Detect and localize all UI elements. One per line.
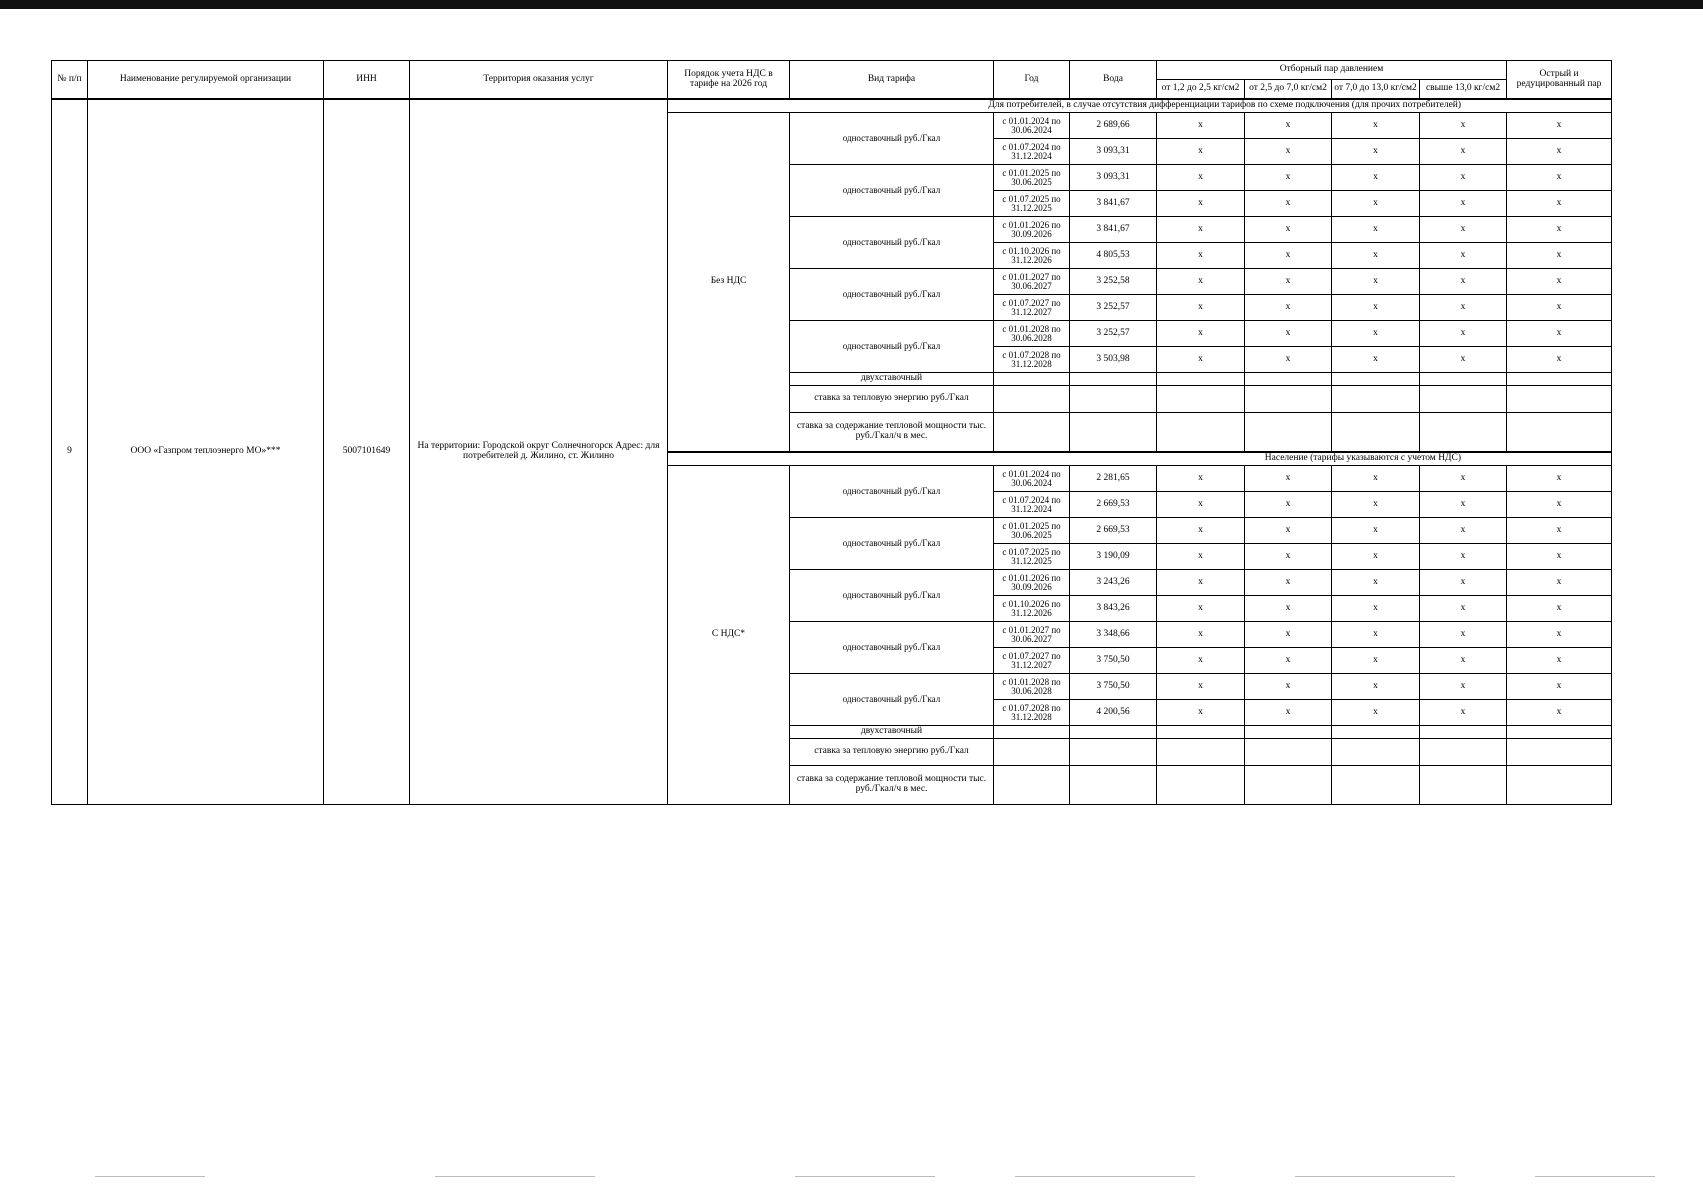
steam-value: x (1420, 648, 1507, 674)
period: с 01.10.2026 по 31.12.2026 (994, 243, 1070, 269)
empty-cell (1420, 739, 1507, 766)
empty-cell (1157, 726, 1245, 739)
period: с 01.07.2027 по 31.12.2027 (994, 295, 1070, 321)
empty-cell (1157, 386, 1245, 413)
steam-value: x (1507, 700, 1612, 726)
period: с 01.01.2025 по 30.06.2025 (994, 518, 1070, 544)
empty-cell (1332, 739, 1420, 766)
period: с 01.01.2024 по 30.06.2024 (994, 113, 1070, 139)
steam-value: x (1157, 269, 1245, 295)
empty-cell (1420, 726, 1507, 739)
empty-cell (1157, 766, 1245, 805)
empty-cell (994, 739, 1070, 766)
water-value: 3 841,67 (1070, 191, 1157, 217)
steam-value: x (1245, 492, 1332, 518)
empty-cell (1070, 766, 1157, 805)
steam-value: x (1332, 492, 1420, 518)
steam-value: x (1507, 544, 1612, 570)
steam-value: x (1332, 191, 1420, 217)
steam-value: x (1332, 139, 1420, 165)
steam-value: x (1157, 518, 1245, 544)
steam-value: x (1245, 544, 1332, 570)
steam-value: x (1157, 622, 1245, 648)
steam-value: x (1420, 544, 1507, 570)
header-tariff-type: Вид тарифа (790, 61, 994, 100)
period: с 01.01.2028 по 30.06.2028 (994, 321, 1070, 347)
tariff-kind: одноставочный руб./Гкал (790, 518, 994, 570)
empty-cell (1507, 726, 1612, 739)
row-number: 9 (52, 99, 88, 805)
water-value: 3 252,57 (1070, 321, 1157, 347)
steam-value: x (1157, 648, 1245, 674)
steam-value: x (1245, 165, 1332, 191)
header-num: № п/п (52, 61, 88, 100)
steam-value: x (1332, 347, 1420, 373)
two-part-label: двухставочный (790, 373, 994, 386)
empty-cell (1507, 739, 1612, 766)
section-title: Для потребителей, в случае отсутствия дифференциации тарифов по схеме подключения (для прочих потребителей) (668, 99, 1612, 113)
steam-value: x (1332, 217, 1420, 243)
steam-value: x (1157, 243, 1245, 269)
tariff-kind: одноставочный руб./Гкал (790, 622, 994, 674)
period: с 01.07.2025 по 31.12.2025 (994, 544, 1070, 570)
steam-value: x (1420, 217, 1507, 243)
period: с 01.10.2026 по 31.12.2026 (994, 596, 1070, 622)
empty-cell (994, 726, 1070, 739)
steam-value: x (1420, 674, 1507, 700)
empty-cell (1507, 386, 1612, 413)
steam-value: x (1157, 347, 1245, 373)
water-value: 3 093,31 (1070, 139, 1157, 165)
steam-value: x (1332, 648, 1420, 674)
period: с 01.07.2024 по 31.12.2024 (994, 139, 1070, 165)
steam-value: x (1332, 466, 1420, 492)
water-value: 3 252,57 (1070, 295, 1157, 321)
steam-value: x (1507, 165, 1612, 191)
water-value: 3 243,26 (1070, 570, 1157, 596)
steam-value: x (1157, 321, 1245, 347)
tariff-kind: одноставочный руб./Гкал (790, 321, 994, 373)
empty-cell (1420, 373, 1507, 386)
water-value: 4 805,53 (1070, 243, 1157, 269)
header-water: Вода (1070, 61, 1157, 100)
period: с 01.01.2028 по 30.06.2028 (994, 674, 1070, 700)
power-rate-label: ставка за содержание тепловой мощности тыс. руб./Гкал/ч в мес. (790, 766, 994, 805)
steam-value: x (1157, 570, 1245, 596)
water-value: 3 841,67 (1070, 217, 1157, 243)
table-body (52, 99, 1612, 805)
period: с 01.01.2026 по 30.09.2026 (994, 217, 1070, 243)
steam-value: x (1332, 518, 1420, 544)
header-row (52, 61, 1612, 80)
steam-value: x (1332, 622, 1420, 648)
header-org-name: Наименование регулируемой организации (88, 61, 324, 100)
empty-cell (1157, 739, 1245, 766)
steam-value: x (1157, 596, 1245, 622)
steam-value: x (1507, 596, 1612, 622)
water-value: 3 093,31 (1070, 165, 1157, 191)
steam-value: x (1420, 295, 1507, 321)
steam-value: x (1420, 700, 1507, 726)
steam-value: x (1507, 269, 1612, 295)
header-inn: ИНН (324, 61, 410, 100)
steam-value: x (1245, 518, 1332, 544)
period: с 01.07.2024 по 31.12.2024 (994, 492, 1070, 518)
water-value: 2 669,53 (1070, 518, 1157, 544)
water-value: 2 689,66 (1070, 113, 1157, 139)
header-steam-1: от 1,2 до 2,5 кг/см2 (1157, 80, 1245, 100)
water-value: 3 348,66 (1070, 622, 1157, 648)
steam-value: x (1420, 570, 1507, 596)
section-header-row (52, 99, 1612, 113)
tariff-kind: одноставочный руб./Гкал (790, 113, 994, 165)
steam-value: x (1245, 347, 1332, 373)
period: с 01.01.2024 по 30.06.2024 (994, 466, 1070, 492)
steam-value: x (1420, 492, 1507, 518)
steam-value: x (1507, 648, 1612, 674)
empty-cell (994, 373, 1070, 386)
empty-cell (1245, 739, 1332, 766)
steam-value: x (1507, 570, 1612, 596)
steam-value: x (1332, 269, 1420, 295)
steam-value: x (1332, 321, 1420, 347)
steam-value: x (1157, 191, 1245, 217)
steam-value: x (1507, 217, 1612, 243)
steam-value: x (1507, 518, 1612, 544)
steam-value: x (1245, 466, 1332, 492)
steam-value: x (1420, 622, 1507, 648)
empty-cell (1245, 413, 1332, 453)
water-value: 3 750,50 (1070, 674, 1157, 700)
period: с 01.01.2027 по 30.06.2027 (994, 622, 1070, 648)
empty-cell (1332, 766, 1420, 805)
header-steam-group: Отборный пар давлением (1157, 61, 1507, 80)
period: с 01.01.2026 по 30.09.2026 (994, 570, 1070, 596)
empty-cell (994, 766, 1070, 805)
steam-value: x (1332, 295, 1420, 321)
steam-value: x (1245, 596, 1332, 622)
steam-value: x (1420, 243, 1507, 269)
steam-value: x (1245, 295, 1332, 321)
steam-value: x (1245, 570, 1332, 596)
tariff-kind: одноставочный руб./Гкал (790, 165, 994, 217)
steam-value: x (1157, 295, 1245, 321)
header-steam-2: от 2,5 до 7,0 кг/см2 (1245, 80, 1332, 100)
steam-value: x (1332, 596, 1420, 622)
empty-cell (1507, 413, 1612, 453)
steam-value: x (1245, 243, 1332, 269)
empty-cell (1245, 726, 1332, 739)
steam-value: x (1157, 492, 1245, 518)
empty-cell (1245, 373, 1332, 386)
period: с 01.07.2028 по 31.12.2028 (994, 700, 1070, 726)
tariff-kind: одноставочный руб./Гкал (790, 570, 994, 622)
empty-cell (1245, 766, 1332, 805)
steam-value: x (1507, 295, 1612, 321)
steam-value: x (1245, 648, 1332, 674)
steam-value: x (1245, 700, 1332, 726)
steam-value: x (1420, 518, 1507, 544)
steam-value: x (1332, 544, 1420, 570)
steam-value: x (1157, 674, 1245, 700)
period: с 01.01.2027 по 30.06.2027 (994, 269, 1070, 295)
water-value: 3 843,26 (1070, 596, 1157, 622)
vat-order-value: С НДС* (668, 466, 790, 805)
period: с 01.07.2028 по 31.12.2028 (994, 347, 1070, 373)
steam-value: x (1420, 347, 1507, 373)
water-value: 3 252,58 (1070, 269, 1157, 295)
steam-value: x (1245, 191, 1332, 217)
steam-value: x (1245, 674, 1332, 700)
energy-rate-label: ставка за тепловую энергию руб./Гкал (790, 386, 994, 413)
steam-value: x (1332, 243, 1420, 269)
steam-value: x (1157, 700, 1245, 726)
steam-value: x (1332, 165, 1420, 191)
empty-cell (994, 413, 1070, 453)
empty-cell (1157, 413, 1245, 453)
water-value: 2 281,65 (1070, 466, 1157, 492)
steam-value: x (1507, 674, 1612, 700)
tariff-kind: одноставочный руб./Гкал (790, 466, 994, 518)
header-year: Год (994, 61, 1070, 100)
empty-cell (1070, 386, 1157, 413)
section-title: Население (тарифы указываются с учетом НДС) (668, 452, 1612, 466)
org-name: ООО «Газпром теплоэнерго МО»*** (88, 99, 324, 805)
inn-value: 5007101649 (324, 99, 410, 805)
steam-value: x (1507, 139, 1612, 165)
header-steam-3: от 7,0 до 13,0 кг/см2 (1332, 80, 1420, 100)
steam-value: x (1157, 466, 1245, 492)
water-value: 3 750,50 (1070, 648, 1157, 674)
empty-cell (1507, 373, 1612, 386)
empty-cell (1507, 766, 1612, 805)
steam-value: x (1420, 321, 1507, 347)
empty-cell (1070, 739, 1157, 766)
steam-value: x (1420, 113, 1507, 139)
steam-value: x (1420, 596, 1507, 622)
steam-value: x (1245, 139, 1332, 165)
period: с 01.07.2025 по 31.12.2025 (994, 191, 1070, 217)
header-vat-order: Порядок учета НДС в тарифе на 2026 год (668, 61, 790, 100)
tariff-kind: одноставочный руб./Гкал (790, 217, 994, 269)
power-rate-label: ставка за содержание тепловой мощности тыс. руб./Гкал/ч в мес. (790, 413, 994, 453)
header-territory: Территория оказания услуг (410, 61, 668, 100)
empty-cell (1332, 373, 1420, 386)
energy-rate-label: ставка за тепловую энергию руб./Гкал (790, 739, 994, 766)
steam-value: x (1157, 139, 1245, 165)
empty-cell (1332, 386, 1420, 413)
steam-value: x (1507, 347, 1612, 373)
tariff-kind: одноставочный руб./Гкал (790, 269, 994, 321)
steam-value: x (1507, 191, 1612, 217)
water-value: 3 503,98 (1070, 347, 1157, 373)
steam-value: x (1245, 269, 1332, 295)
scan-top-edge (0, 0, 1703, 9)
empty-cell (1070, 373, 1157, 386)
empty-cell (1420, 766, 1507, 805)
vat-order-value: Без НДС (668, 113, 790, 453)
steam-value: x (1420, 139, 1507, 165)
steam-value: x (1507, 466, 1612, 492)
tariff-table (51, 60, 1612, 805)
empty-cell (1332, 726, 1420, 739)
steam-value: x (1245, 217, 1332, 243)
empty-cell (1332, 413, 1420, 453)
water-value: 2 669,53 (1070, 492, 1157, 518)
steam-value: x (1420, 466, 1507, 492)
steam-value: x (1507, 622, 1612, 648)
empty-cell (1420, 386, 1507, 413)
steam-value: x (1157, 544, 1245, 570)
steam-value: x (1245, 321, 1332, 347)
territory-text: На территории: Городской округ Солнечногорск Адрес: для потребителей д. Жилино, ст. Жилино (410, 99, 668, 805)
steam-value: x (1245, 113, 1332, 139)
header-steam-4: свыше 13,0 кг/см2 (1420, 80, 1507, 100)
steam-value: x (1507, 321, 1612, 347)
steam-value: x (1420, 165, 1507, 191)
steam-value: x (1332, 113, 1420, 139)
steam-value: x (1507, 113, 1612, 139)
header-sharp-steam: Острый и редуцированный пар (1507, 61, 1612, 100)
steam-value: x (1507, 243, 1612, 269)
empty-cell (994, 386, 1070, 413)
empty-cell (1070, 726, 1157, 739)
empty-cell (1157, 373, 1245, 386)
period: с 01.01.2025 по 30.06.2025 (994, 165, 1070, 191)
scan-bottom-marks (95, 1176, 1655, 1182)
tariff-kind: одноставочный руб./Гкал (790, 674, 994, 726)
steam-value: x (1245, 622, 1332, 648)
empty-cell (1070, 413, 1157, 453)
steam-value: x (1157, 217, 1245, 243)
steam-value: x (1420, 269, 1507, 295)
steam-value: x (1332, 674, 1420, 700)
steam-value: x (1157, 165, 1245, 191)
period: с 01.07.2027 по 31.12.2027 (994, 648, 1070, 674)
two-part-label: двухставочный (790, 726, 994, 739)
empty-cell (1420, 413, 1507, 453)
steam-value: x (1332, 570, 1420, 596)
steam-value: x (1157, 113, 1245, 139)
steam-value: x (1420, 191, 1507, 217)
water-value: 4 200,56 (1070, 700, 1157, 726)
steam-value: x (1332, 700, 1420, 726)
water-value: 3 190,09 (1070, 544, 1157, 570)
steam-value: x (1507, 492, 1612, 518)
empty-cell (1245, 386, 1332, 413)
